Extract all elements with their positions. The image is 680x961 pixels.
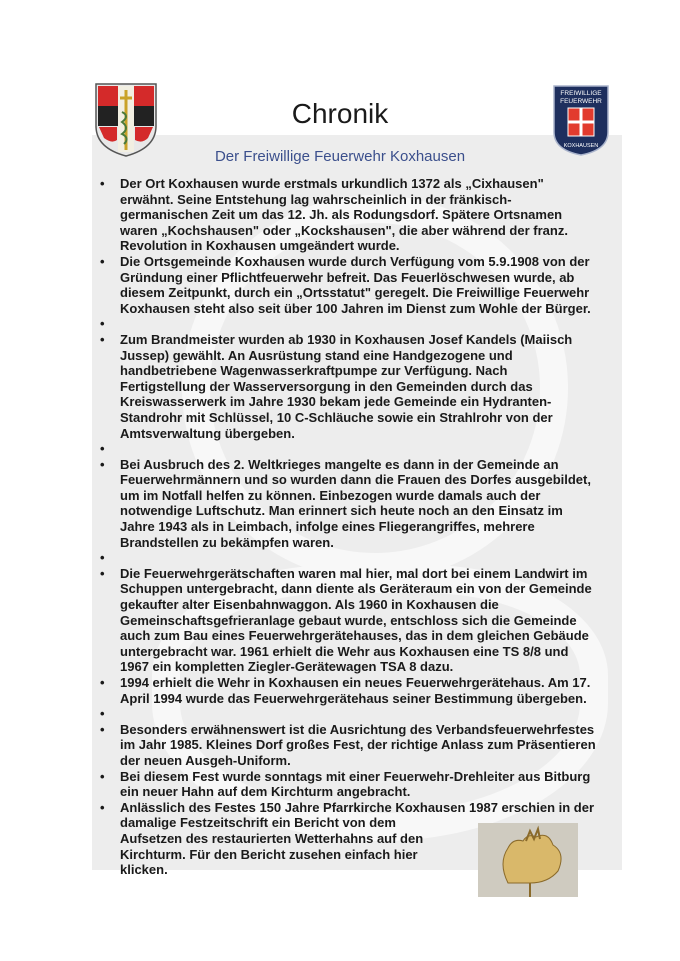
weathervane-rooster-image[interactable] bbox=[478, 823, 578, 897]
list-item-line: Standrohr mit Schlüssel, 10 C-Schläuche sowie ein Strahlrohr von der bbox=[120, 409, 553, 425]
list-item-line: Feuerwehrmännern und so wurden dann die Frauen des Dorfes ausgebildet, bbox=[120, 472, 591, 488]
list-item-line: Jahre 1943 als in Leimbach, infolge eines Fliegerangriffes, mehrere bbox=[120, 519, 535, 535]
bullet-icon: • bbox=[100, 331, 105, 347]
list-item-line: Die Ortsgemeinde Koxhausen wurde durch Verfügung vom 5.9.1908 von der bbox=[120, 253, 590, 269]
list-item-line: klicken. bbox=[120, 862, 168, 878]
list-item-line: Amtsverwaltung übergeben. bbox=[120, 425, 295, 441]
list-item-line: um im Notfall helfen zu können. Einbezogen wurde damals auch der bbox=[120, 487, 541, 503]
list-item bbox=[98, 332, 630, 441]
list-item bbox=[98, 316, 630, 332]
list-item-line: waren „Kochshausen" oder „Kockshausen", die aber während der franz. bbox=[120, 222, 568, 238]
list-item bbox=[98, 176, 630, 254]
list-item-line: ein neuer Hahn auf dem Kirchturm angebracht. bbox=[120, 784, 411, 800]
rooster-icon bbox=[478, 823, 578, 897]
list-item-line: Jussep) gewählt. An Ausrüstung stand eine Handgezogene und bbox=[120, 347, 513, 363]
bullet-icon: • bbox=[100, 706, 105, 722]
list-item-line: Fertigstellung der Wasserversorgung in den Gemeinden durch das bbox=[120, 378, 533, 394]
list-item-line: Anlässlich des Festes 150 Jahre Pfarrkirche Koxhausen 1987 erschien in der bbox=[120, 799, 595, 815]
list-item-line: Zum Brandmeister wurden ab 1930 in Koxhausen Josef Kandels (Maiisch bbox=[120, 331, 573, 347]
list-item-line: handbetriebene Wagenwasserkraftpumpe zur Verfügung. Nach bbox=[120, 363, 508, 379]
list-item-line: Schuppen untergebracht, dann diente als Geräteraum ein von der Gemeinde bbox=[120, 581, 592, 597]
list-item-line: Brandstellen zu bekämpfen waren. bbox=[120, 534, 334, 550]
list-item-line: Koxhausen steht also seit über 100 Jahren im Dienst zum Wohle der Bürger. bbox=[120, 300, 591, 316]
list-item-line: Kirchturm. Für den Bericht zusehen einfach hier bbox=[120, 846, 418, 862]
bullet-icon: • bbox=[100, 675, 105, 690]
list-item-line: Gründung einer Pflichtfeuerwehr befreit. Das Feuerlöschwesen wurde, ab bbox=[120, 269, 575, 285]
bullet-icon: • bbox=[100, 441, 105, 457]
list-item-line: auch zum Bau eines Feuerwehrgerätehauses, das in dem gleichen Gebäude bbox=[120, 628, 589, 644]
list-item-line: Die Feuerwehrgerätschaften waren mal hier, mal dort bei einem Landwirt im bbox=[120, 565, 588, 581]
list-item-line: gekaufter alter Eisenbahnwaggon. Als 1960 in Koxhausen die bbox=[120, 597, 499, 613]
badge-line-1: FREIWILLIGE bbox=[560, 90, 602, 97]
page-title: Chronik bbox=[291, 98, 389, 129]
badge-line-2: FEUERWEHR bbox=[560, 98, 602, 105]
list-item-line: Der Ort Koxhausen wurde erstmals urkundlich 1372 als „Cixhausen" bbox=[120, 176, 544, 191]
list-item bbox=[98, 675, 630, 706]
bullet-icon: • bbox=[100, 565, 105, 581]
bullet-icon: • bbox=[100, 768, 105, 784]
list-item-line: im Jahr 1985. Kleines Dorf großes Fest, der richtige Anlass zum Präsentieren bbox=[120, 737, 596, 753]
list-item-line: der neuen Ausgeh-Uniform. bbox=[120, 752, 291, 768]
page-subtitle: Der Freiwillige Feuerwehr Koxhausen bbox=[214, 148, 466, 165]
bullet-icon: • bbox=[100, 456, 105, 472]
list-item bbox=[98, 254, 630, 316]
list-item-line: Besonders erwähnenswert ist die Ausrichtung des Verbandsfeuerwehrfestes bbox=[120, 721, 595, 737]
list-item bbox=[98, 769, 630, 800]
list-item bbox=[98, 550, 630, 566]
list-item bbox=[98, 566, 630, 675]
list-item-line: Kreiswasserwerk im Jahre 1930 bekam jede Gemeinde ein Hydranten- bbox=[120, 394, 552, 410]
list-item bbox=[98, 722, 630, 769]
bullet-icon: • bbox=[100, 799, 105, 815]
list-item-line: Bei Ausbruch des 2. Weltkrieges mangelte es dann in der Gemeinde an bbox=[120, 456, 559, 472]
list-item bbox=[98, 706, 630, 722]
list-item-line: erwähnt. Seine Entstehung lag wahrscheinlich in der fränkisch- bbox=[120, 191, 512, 207]
list-item bbox=[98, 441, 630, 457]
bullet-icon: • bbox=[100, 721, 105, 737]
chronicle-list bbox=[98, 176, 630, 878]
list-item-line: Bei diesem Fest wurde sonntags mit einer Feuerwehr-Drehleiter aus Bitburg bbox=[120, 768, 591, 784]
list-item bbox=[98, 457, 630, 551]
list-item-line: 1967 ein kompletten Ziegler-Gerätewagen TSA 8 dazu. bbox=[120, 659, 454, 675]
bullet-icon: • bbox=[100, 316, 105, 332]
bullet-icon: • bbox=[100, 550, 105, 566]
list-item-line: notwendige Luftschutz. Man erinnert sich heute noch an den Einsatz im bbox=[120, 503, 563, 519]
list-item-line: 1994 erhielt die Wehr in Koxhausen ein neues Feuerwehrgerätehaus. Am 17. bbox=[120, 675, 591, 690]
list-item-line: Aufsetzen des restaurierten Wetterhahns auf den bbox=[120, 830, 424, 846]
list-item-line: diesem Zeitpunkt, durch ein „Ortsstatut" geregelt. Die Freiwillige Feuerwehr bbox=[120, 285, 590, 301]
list-item-line: damalige Festzeitschrift ein Bericht von dem bbox=[120, 815, 396, 831]
badge-line-3: KOXHAUSEN bbox=[563, 143, 599, 149]
list-item-line: untergebracht war. 1961 erhielt die Wehr aus Koxhausen eine TS 8/8 und bbox=[120, 643, 569, 659]
list-item-line: Gemeinschaftsgefrieranlage gebaut wurde, entschloss sich die Gemeinde bbox=[120, 612, 577, 628]
list-item-line: April 1994 wurde das Feuerwehrgerätehaus seiner Bestimmung übergeben. bbox=[120, 690, 587, 706]
list-item-line: germanischen Zeit um das 12. Jh. als Rodungsdorf. Spätere Ortsnamen bbox=[120, 207, 563, 223]
bullet-icon: • bbox=[100, 176, 105, 191]
list-item-line: Revolution in Koxhausen umgeändert wurde. bbox=[120, 238, 400, 254]
bullet-icon: • bbox=[100, 253, 105, 269]
